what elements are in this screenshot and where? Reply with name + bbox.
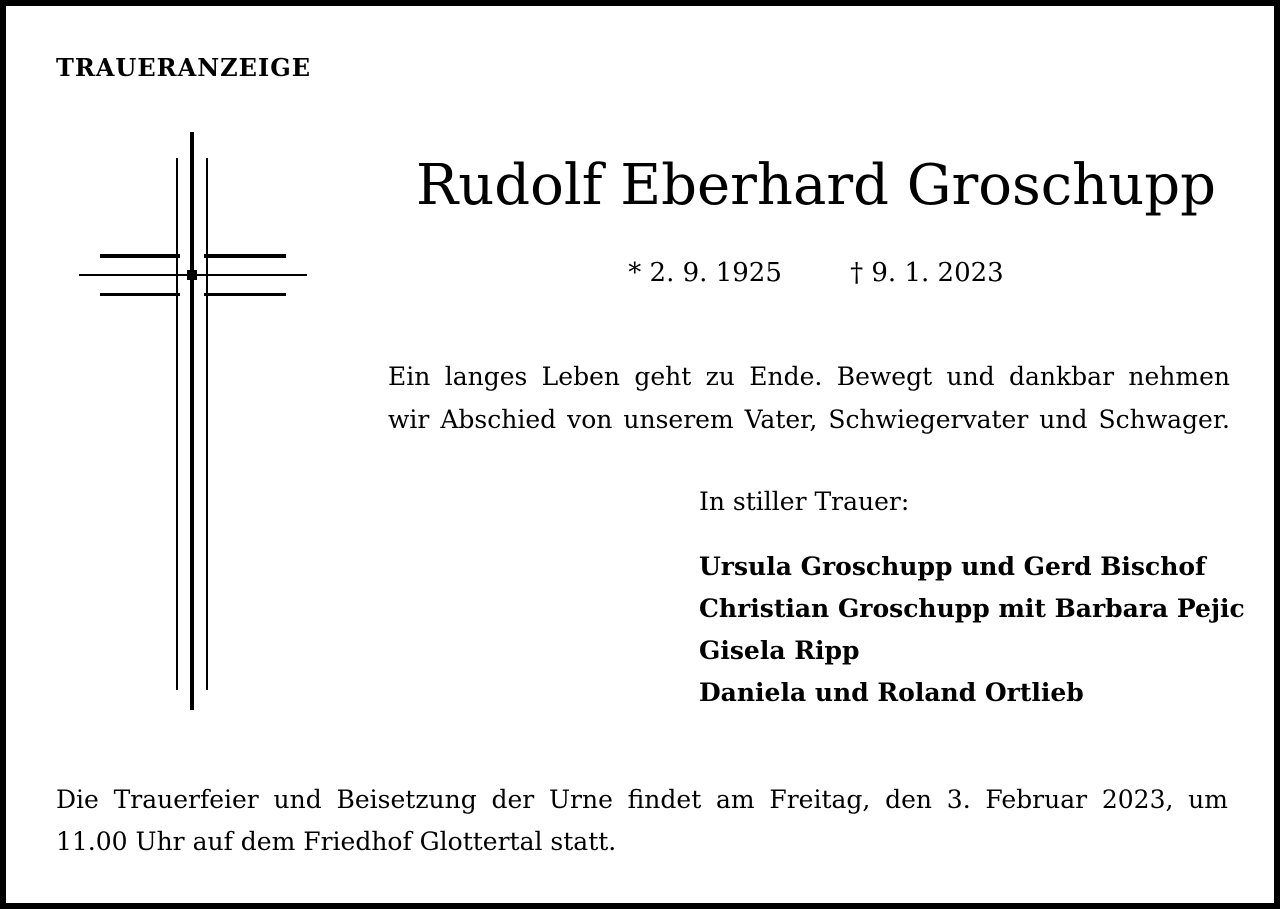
mourner-item: Gisela Ripp: [699, 636, 860, 665]
funeral-line: 11.00 Uhr auf dem Friedhof Glottertal statt.: [56, 827, 617, 856]
deceased-name: Rudolf Eberhard Groschupp: [416, 153, 1216, 218]
death-date: † 9. 1. 2023: [850, 258, 1004, 288]
mourners-list: [699, 546, 1245, 714]
mourner-item: Daniela und Roland Ortlieb: [699, 678, 1084, 707]
message-line: wir Abschied von unserem Vater, Schwiegervater und Schwager.: [388, 405, 1230, 434]
funeral-info: [56, 779, 1228, 863]
notice-heading: TRAUERANZEIGE: [56, 53, 311, 82]
farewell-message: [388, 355, 1230, 441]
message-line: Ein langes Leben geht zu Ende. Bewegt und dankbar nehmen: [388, 362, 1230, 391]
mourner-item: Ursula Groschupp und Gerd Bischof: [699, 552, 1206, 581]
life-dates: [386, 260, 1246, 286]
funeral-line: Die Trauerfeier und Beisetzung der Urne findet am Freitag, den 3. Februar 2023, um: [56, 785, 1228, 814]
mourner-item: Christian Groschupp mit Barbara Pejic: [699, 594, 1245, 623]
cross-icon: [73, 126, 313, 716]
mourning-label: In stiller Trauer:: [699, 487, 910, 516]
birth-date: * 2. 9. 1925: [628, 258, 782, 288]
